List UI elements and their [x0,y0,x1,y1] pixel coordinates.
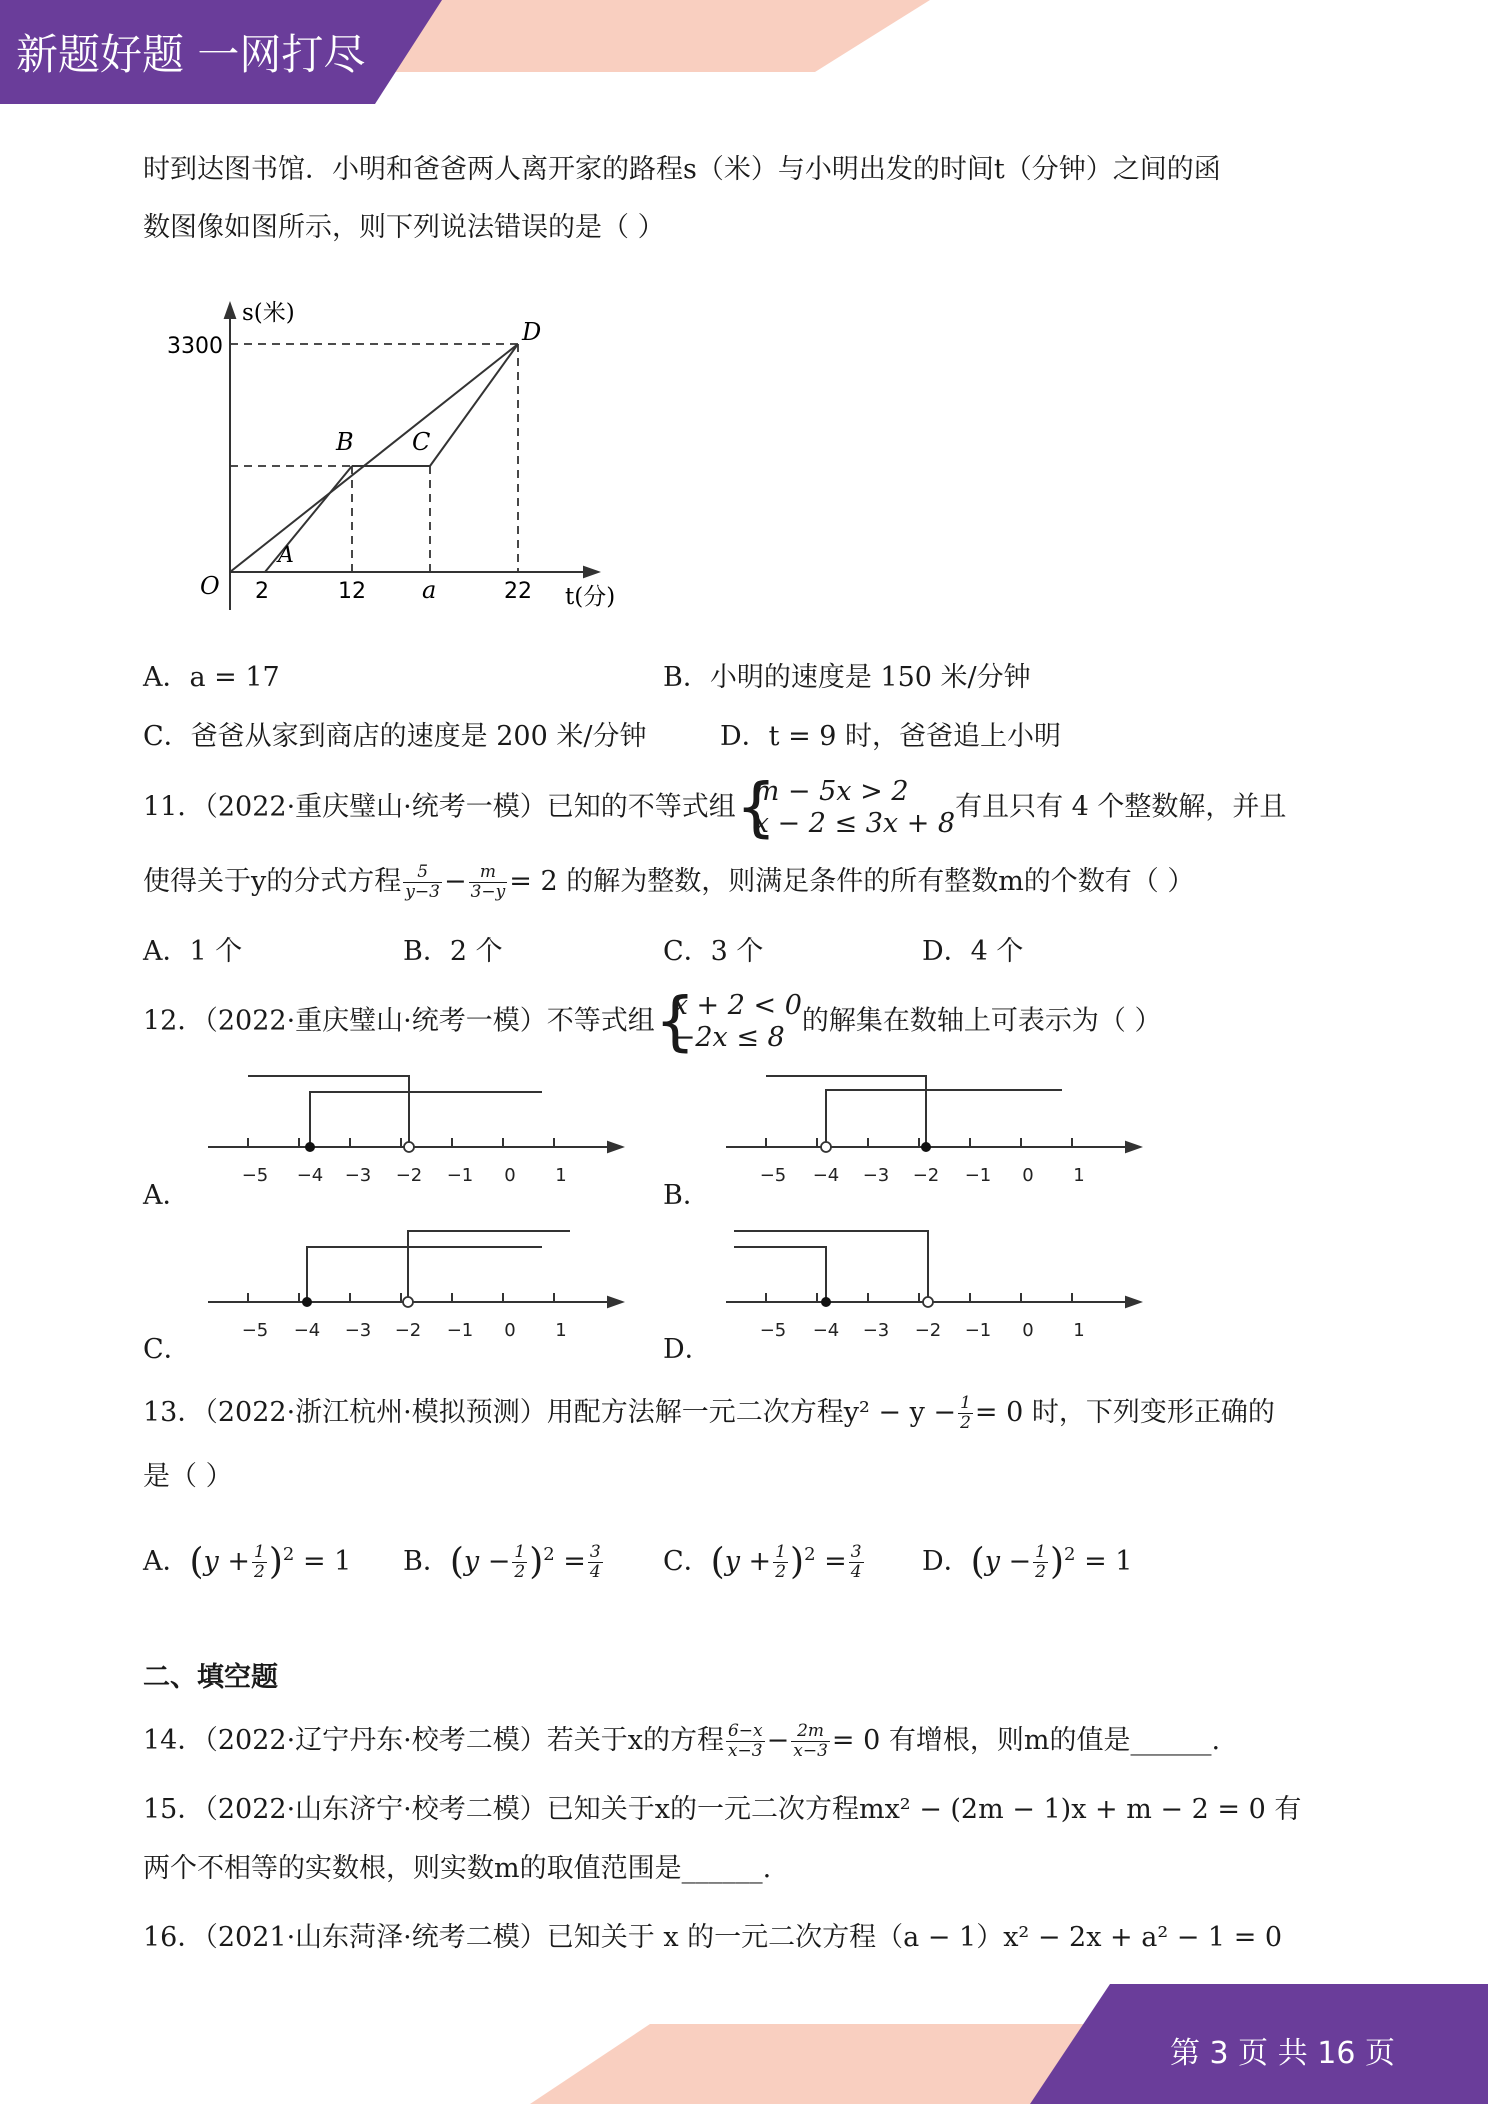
header-title: 新题好题 一网打尽 [16,30,366,79]
tick-neg4: −4 [296,1165,324,1186]
tick-neg2: −2 [912,1165,940,1186]
point-b-label: B [336,428,354,456]
tick-0: 0 [1022,1165,1034,1186]
q13-a-rhs: = 1 [302,1546,352,1577]
q13-prefix: 13．（2022·浙江杭州·模拟预测）用配方法解一元二次方程y² − y − [143,1397,957,1428]
tick-1: 1 [555,1165,567,1186]
q11-line2-suffix: = 2 的解为整数，则满足条件的所有整数m的个数有（ ） [509,866,1195,897]
q13-a-label: A． [143,1546,190,1577]
q13-b-rhs-num: 3 [589,1542,601,1562]
number-line-a [200,1070,630,1190]
q11-suffix: 有且只有 4 个整数解，并且 [955,791,1287,823]
tick-neg1: −1 [446,1165,474,1186]
q14-f2-num: 2m [791,1722,830,1742]
tick-neg4: −4 [812,1165,840,1186]
tick-0: 0 [1022,1320,1034,1341]
q13-a-half [252,1543,267,1582]
tick-neg5: −5 [241,1320,269,1341]
q10-option-a: A．a = 17 [143,662,280,693]
q12-prefix: 12．（2022·重庆璧山·统考一模）不等式组 [143,1005,655,1037]
q13-b-label: B． [403,1546,450,1577]
point-c-label: C [412,428,431,456]
q11-option-b: B．2 个 [403,936,503,967]
q11-line-1 [143,771,1287,845]
q11-line-2 [143,860,1194,904]
q13-b-half [512,1543,527,1582]
y-tick-3300: 3300 [167,334,223,359]
q13-c-rhs-num: 3 [850,1542,862,1562]
q14-prefix: 14．（2022·辽宁丹东·校考二模）若关于x的方程 [143,1725,724,1756]
tick-neg5: −5 [241,1165,269,1186]
q12-ineq-1: x + 2 < 0 [672,990,802,1021]
q13-b-rhs-den: 4 [589,1562,601,1582]
q13-d-sign: y − [984,1546,1032,1577]
tick-neg5: −5 [759,1165,787,1186]
tick-neg5: −5 [759,1320,787,1341]
q12-option-a-label: A． [143,1180,190,1211]
q13-half-num: 1 [960,1393,971,1413]
q10-option-c: C．爸爸从家到商店的速度是 200 米/分钟 [143,721,647,752]
function-graph [150,290,630,630]
q13-c-rhs-fraction [849,1543,864,1582]
q12-suffix: 的解集在数轴上可表示为（ ） [801,1005,1162,1037]
tick-0: 0 [504,1165,516,1186]
tick-neg1: −1 [446,1320,474,1341]
q14-f1-num: 6−x [727,1721,763,1741]
q11-prefix: 11．（2022·重庆璧山·统考一模）已知的不等式组 [143,791,736,823]
q15-line-2: 两个不相等的实数根，则实数m的取值范围是______. [143,1853,772,1884]
q11-system: { m − 5x > 2 x − 2 ≤ 3x + 8 [735,771,956,845]
tick-neg3: −3 [862,1320,890,1341]
q13-option-a: A．(y + $\frac{1}{2}$ )$^2$ = 1 [143,1541,352,1583]
q13-line-2: 是（ ） [143,1461,233,1492]
q11-f1-num: 5 [403,863,442,883]
q12-system: { x + 2 < 0 −2x ≤ 8 [654,985,802,1059]
q10-option-d: D．t = 9 时，爸爸追上小明 [720,721,1062,752]
q11-ineq-1: m − 5x > 2 [753,776,909,807]
q13-b-rhs-fraction [588,1543,603,1582]
q14-fraction-2 [791,1722,830,1761]
q11-f2-num: m [469,863,508,883]
q13-c-sign: y + [724,1546,772,1577]
q11-ineq-2: x − 2 ≤ 3x + 8 [753,808,956,839]
q13-option-b: B．(y − $\frac{1}{2}$ )$^2$ = $\frac{3}{4}$ [403,1541,601,1583]
q13-half-den: 2 [960,1413,971,1433]
point-d-label: D [522,318,542,346]
q15-line-1: 15．（2022·山东济宁·校考二模）已知关于x的一元二次方程mx² − (2m − 1)x + m − 2 = 0 有 [143,1794,1302,1825]
q10-option-b: B．小明的速度是 150 米/分钟 [663,662,1031,693]
q13-option-d: D．(y − $\frac{1}{2}$ )$^2$ = 1 [922,1541,1133,1583]
q12-option-c-label: C． [143,1334,191,1365]
q13-c-rhs: = [824,1546,847,1577]
intro-line-1: 时到达图书馆．小明和爸爸两人离开家的路程s（米）与小明出发的时间t（分钟）之间的函 [143,154,1221,185]
q11-option-d: D．4 个 [922,936,1024,967]
tick-neg4: −4 [293,1320,321,1341]
q13-c-half-num: 1 [775,1542,787,1562]
section-title: 二、填空题 [143,1662,278,1693]
tick-1: 1 [555,1320,567,1341]
point-a-label: A [278,543,294,568]
q13-a-half-den: 2 [254,1562,265,1582]
q14-minus: − [766,1725,790,1756]
q13-c-half [773,1543,788,1582]
x-tick-22: 22 [504,579,532,604]
q14-f2-den: x−3 [793,1741,828,1761]
q16-line-1: 16．（2021·山东菏泽·统考二模）已知关于 x 的一元二次方程（a − 1）x² − 2x + a² − 1 = 0 [143,1922,1283,1953]
q13-d-rhs: = 1 [1084,1546,1133,1577]
q11-fraction-1 [403,863,442,902]
tick-neg2: −2 [394,1320,422,1341]
tick-neg3: −3 [862,1165,890,1186]
tick-neg3: −3 [344,1165,372,1186]
y-axis-label: s(米) [242,300,295,326]
origin-label: O [200,572,220,600]
tick-neg2: −2 [395,1165,423,1186]
q14-f1-den: x−3 [727,1741,763,1761]
q12-line-1 [143,985,1162,1059]
q11-option-c: C．3 个 [663,936,764,967]
q13-d-half-num: 1 [1035,1542,1046,1562]
q13-d-label: D． [922,1546,971,1577]
q13-a-sign: y + [203,1546,251,1577]
q14-line [143,1716,1220,1766]
tick-neg1: −1 [964,1320,992,1341]
x-axis-label: t(分) [565,584,616,610]
tick-1: 1 [1073,1320,1085,1341]
q13-d-half [1033,1543,1048,1582]
q13-b-rhs: = [563,1546,586,1577]
q13-b-sign: y − [463,1546,511,1577]
q13-b-half-num: 1 [514,1542,526,1562]
tick-neg3: −3 [344,1320,372,1341]
q11-option-a: A．1 个 [143,936,243,967]
q13-half-fraction [958,1394,973,1433]
number-line-d [718,1225,1148,1345]
tick-0: 0 [504,1320,516,1341]
tick-neg4: −4 [812,1320,840,1341]
q13-b-half-den: 2 [514,1562,526,1582]
q14-suffix: = 0 有增根，则m的值是______. [831,1725,1221,1756]
tick-neg1: −1 [964,1165,992,1186]
page-number: 第 3 页 共 16 页 [1170,2036,1395,2071]
q13-suffix: = 0 时，下列变形正确的 [974,1397,1275,1428]
q11-line2-prefix: 使得关于y的分式方程 [143,866,402,897]
q13-option-c: C．(y + $\frac{1}{2}$ )$^2$ = $\frac{3}{4}$ [663,1541,862,1583]
q11-f1-den: y−3 [405,882,440,902]
tick-1: 1 [1073,1165,1085,1186]
q13-d-half-den: 2 [1035,1562,1046,1582]
q12-option-b-label: B． [663,1180,710,1211]
q13-line-1 [143,1390,1275,1436]
q14-fraction-1 [726,1722,765,1761]
number-line-c [200,1225,630,1345]
x-tick-12: 12 [338,579,366,604]
q11-f2-den: 3−y [470,882,506,902]
q12-option-d-label: D． [663,1334,712,1365]
q12-ineq-2: −2x ≤ 8 [672,1022,785,1053]
q13-c-label: C． [663,1546,711,1577]
q13-c-half-den: 2 [775,1562,787,1582]
x-tick-2: 2 [255,579,269,604]
number-line-b [718,1070,1148,1190]
q11-minus: − [443,866,467,897]
tick-neg2: −2 [914,1320,942,1341]
q11-fraction-2 [469,863,508,902]
intro-line-2: 数图像如图所示，则下列说法错误的是（ ） [143,212,665,243]
q13-c-rhs-den: 4 [850,1562,862,1582]
x-tick-a: a [422,576,437,604]
q13-a-half-num: 1 [254,1542,265,1562]
